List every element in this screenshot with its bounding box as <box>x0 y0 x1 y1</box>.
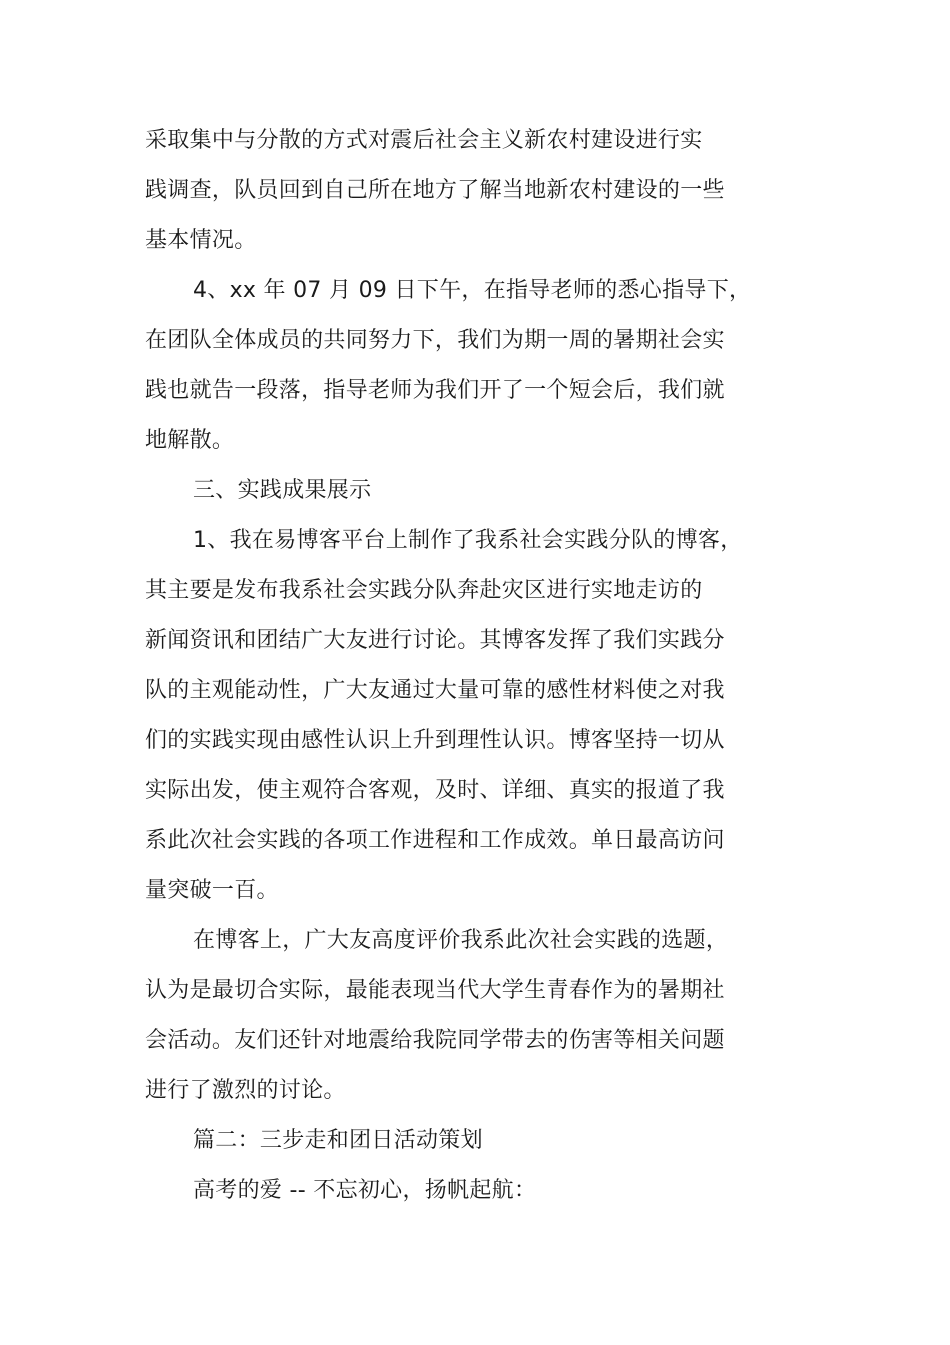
text-line: 地解散。 <box>145 428 235 453</box>
text-line: 4、xx 年 07 月 09 日下午，在指导老师的悉心指导下， <box>193 278 752 303</box>
text-line: 在博客上，广大友高度评价我系此次社会实践的选题， <box>193 928 729 953</box>
text-line: 会活动。友们还针对地震给我院同学带去的伤害等相关问题 <box>145 1028 725 1053</box>
text-line: 认为是最切合实际，最能表现当代大学生青春作为的暑期社 <box>145 978 725 1003</box>
text-line: 在团队全体成员的共同努力下，我们为期一周的暑期社会实 <box>145 328 725 353</box>
text-line: 其主要是发布我系社会实践分队奔赴灾区进行实地走访的 <box>145 578 703 603</box>
subtitle: 高考的爱 -- 不忘初心，扬帆起航： <box>193 1178 537 1203</box>
text-line: 实际出发，使主观符合客观，及时、详细、真实的报道了我 <box>145 778 725 803</box>
text-line: 量突破一百。 <box>145 878 279 903</box>
text-line: 队的主观能动性，广大友通过大量可靠的感性材料使之对我 <box>145 678 725 703</box>
text-line: 系此次社会实践的各项工作进程和工作成效。单日最高访问 <box>145 828 725 853</box>
text-line: 采取集中与分散的方式对震后社会主义新农村建设进行实 <box>145 128 703 153</box>
text-line: 基本情况。 <box>145 228 257 253</box>
section-heading: 篇二：三步走和团日活动策划 <box>193 1128 483 1153</box>
text-line: 们的实践实现由感性认识上升到理性认识。博客坚持一切从 <box>145 728 725 753</box>
text-line: 进行了激烈的讨论。 <box>145 1078 346 1103</box>
section-heading: 三、实践成果展示 <box>193 478 372 503</box>
text-line: 新闻资讯和团结广大友进行讨论。其博客发挥了我们实践分 <box>145 628 725 653</box>
text-line: 1、我在易博客平台上制作了我系社会实践分队的博客， <box>193 528 743 553</box>
text-line: 践调查，队员回到自己所在地方了解当地新农村建设的一些 <box>145 178 725 203</box>
text-line: 践也就告一段落，指导老师为我们开了一个短会后，我们就 <box>145 378 725 403</box>
